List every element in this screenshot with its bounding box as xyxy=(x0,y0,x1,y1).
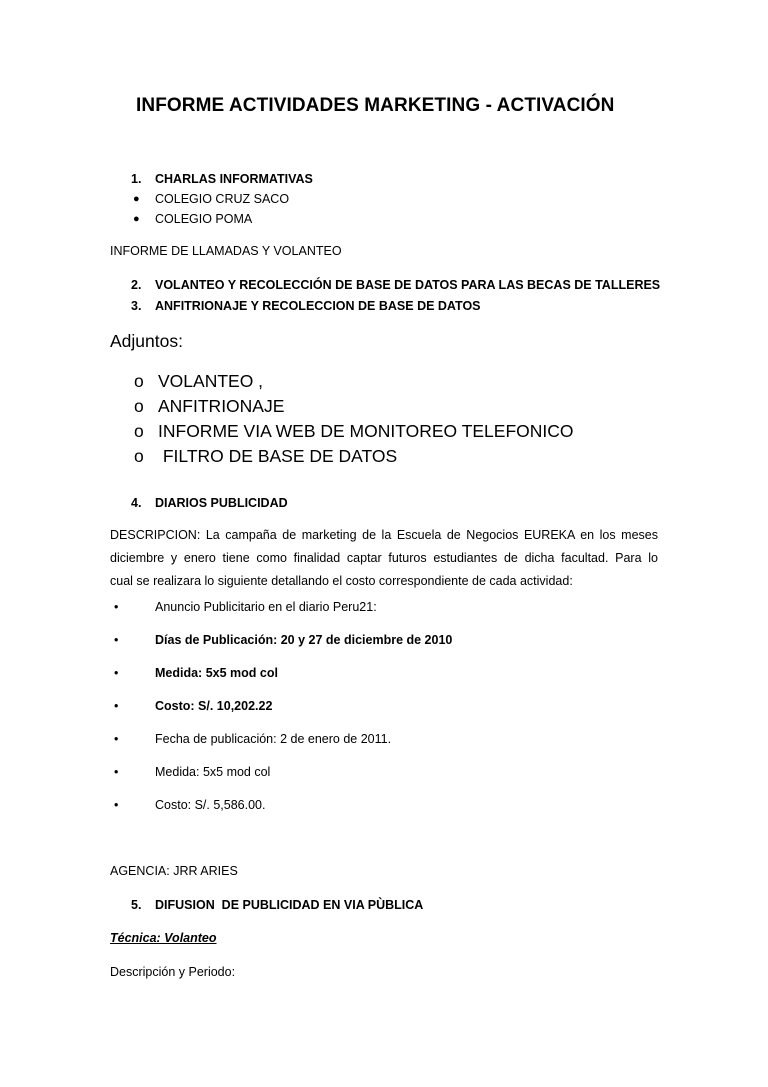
attachment-item-4: FILTRO DE BASE DE DATOS xyxy=(158,446,398,466)
bullet-icon: • xyxy=(114,798,119,812)
detail-item-5: Fecha de publicación: 2 de enero de 2011. xyxy=(155,732,392,746)
attachment-item-1: VOLANTEO , xyxy=(158,371,264,391)
description-paragraph xyxy=(110,524,658,593)
section-1-heading: CHARLAS INFORMATIVAS xyxy=(155,172,313,186)
bullet-icon: • xyxy=(114,633,119,647)
section-1-bullet-2: COLEGIO POMA xyxy=(155,212,253,226)
detail-item-3: Medida: 5x5 mod col xyxy=(155,666,278,680)
description-period-label: Descripción y Periodo: xyxy=(110,965,236,979)
section-1-number: 1. xyxy=(131,172,142,186)
bullet-icon: • xyxy=(114,765,119,779)
bullet-dot-icon: ● xyxy=(133,193,140,205)
page-title: INFORME ACTIVIDADES MARKETING - ACTIVACIÓN xyxy=(136,95,615,116)
bullet-icon: • xyxy=(114,666,119,680)
section-4-number: 4. xyxy=(131,496,142,510)
section-2-number: 2. xyxy=(131,278,142,292)
bullet-icon: • xyxy=(114,699,119,713)
circle-bullet-icon: o xyxy=(134,396,144,416)
section-3-heading: ANFITRIONAJE Y RECOLECCION DE BASE DE DATOS xyxy=(155,299,481,313)
attachments-label: Adjuntos: xyxy=(110,331,183,351)
description-line: cual se realizara lo siguiente detallando el costo correspondiente de cada actividad: xyxy=(110,574,573,588)
circle-bullet-icon: o xyxy=(134,371,144,391)
attachment-item-3: INFORME VIA WEB DE MONITOREO TELEFONICO xyxy=(158,421,574,441)
section-2-heading: VOLANTEO Y RECOLECCIÓN DE BASE DE DATOS PARA LAS BECAS DE TALLERES xyxy=(155,278,661,292)
description-line: DESCRIPCION: La campaña de marketing de la Escuela de Negocios EUREKA en los meses xyxy=(110,528,658,542)
section-1-bullet-1: COLEGIO CRUZ SACO xyxy=(155,192,290,206)
agency-line: AGENCIA: JRR ARIES xyxy=(110,864,238,878)
section-4-heading: DIARIOS PUBLICIDAD xyxy=(155,496,288,510)
technique-label: Técnica: Volanteo xyxy=(110,931,217,945)
bullet-dot-icon: ● xyxy=(133,213,140,225)
bullet-icon: • xyxy=(114,732,119,746)
detail-item-4: Costo: S/. 10,202.22 xyxy=(155,699,273,713)
circle-bullet-icon: o xyxy=(134,446,144,466)
calls-report-line: INFORME DE LLAMADAS Y VOLANTEO xyxy=(110,244,342,258)
section-5-number: 5. xyxy=(131,898,142,912)
bullet-icon: • xyxy=(114,600,119,614)
detail-item-6: Medida: 5x5 mod col xyxy=(155,765,271,779)
detail-item-7: Costo: S/. 5,586.00. xyxy=(155,798,266,812)
section-3-number: 3. xyxy=(131,299,142,313)
detail-item-1: Anuncio Publicitario en el diario Peru21: xyxy=(155,600,377,614)
section-5-heading: DIFUSION DE PUBLICIDAD EN VIA PÙBLICA xyxy=(155,898,424,912)
detail-item-2: Días de Publicación: 20 y 27 de diciembre de 2010 xyxy=(155,633,453,647)
attachment-item-2: ANFITRIONAJE xyxy=(158,396,285,416)
circle-bullet-icon: o xyxy=(134,421,144,441)
description-line: diciembre y enero tiene como finalidad captar futuros estudiantes de dicha facultad. Para lo xyxy=(110,551,658,565)
